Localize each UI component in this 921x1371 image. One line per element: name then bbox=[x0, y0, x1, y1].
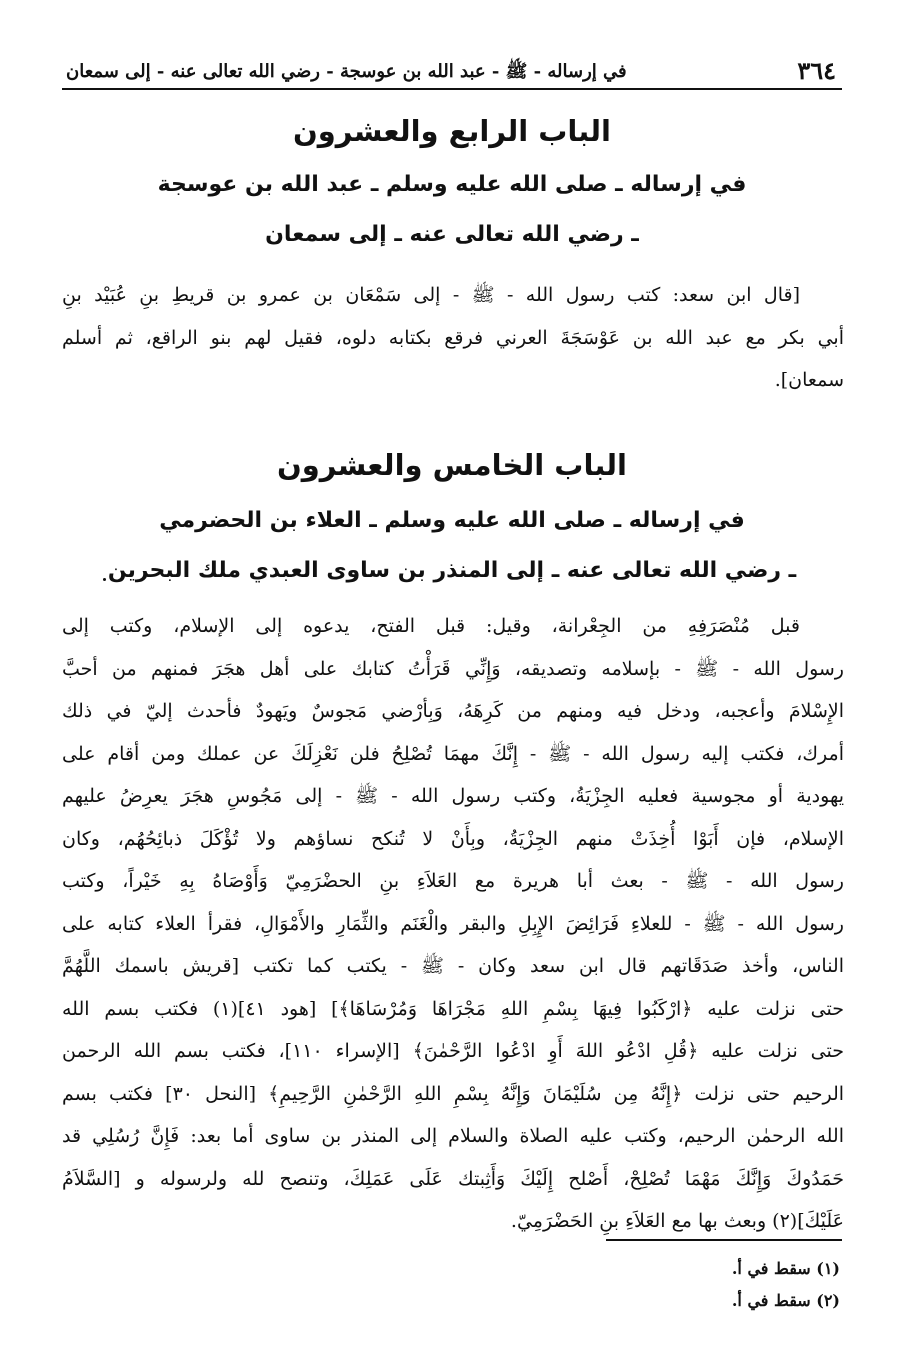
body-line: الإِسْلامَ وأعجبه، ودخل فيه ومنهم من كَرِهَهُ، وَبِأرْضي مَجوسٌ ويَهودٌ فأحدث إليّ في ذلك bbox=[62, 700, 844, 722]
chapter-24-subtitle-line-2: ـ رضي الله تعالى عنه ـ إلى سمعان bbox=[265, 222, 639, 247]
chapter-25-subtitle-line-1: في إرساله ـ صلى الله عليه وسلم ـ العلاء بن الحضرمي bbox=[159, 508, 745, 533]
footnote-2: (٢) سقط في أ. bbox=[731, 1291, 840, 1310]
body-line: الناس، وأخذ صَدَقَاتهم قال ابن سعد وكان - ﷺ - يكتب كما تكتب [قريش باسمك اللَّهُمَّ bbox=[62, 955, 844, 977]
body-line: سمعان]. bbox=[774, 369, 844, 391]
running-title: في إرساله - ﷺ - عبد الله بن عوسجة - رضي الله تعالى عنه - إلى سمعان bbox=[66, 61, 627, 82]
body-line: عَلَيْكَ](٢) وبعث بها مع العَلاَءِ بنِ الحَضْرَمِيّ. bbox=[510, 1210, 844, 1232]
body-line: أبي بكر مع عبد الله بن عَوْسَجَةَ العرني فرقع بكتابه دلوه، فقيل لهم بنو الراقع، ثم أسلم bbox=[62, 326, 844, 349]
page-header bbox=[62, 52, 842, 90]
body-line: الله الرحمٰن الرحيم، وكتب عليه الصلاة والسلام إلى المنذر بن ساوى أما بعد: فَإِنَّ رُسُلِي قد bbox=[62, 1125, 844, 1147]
body-line: رسول الله - ﷺ - بإسلامه وتصديقه، وَإِنِّي قَرَأْتُ كتابك على أهل هجَرَ فمنهم من أحبَّ bbox=[62, 657, 844, 680]
chapter-25-subtitle-line-2: ـ رضي الله تعالى عنه ـ إلى المنذر بن ساوى العبدي ملك البحرين bbox=[107, 558, 797, 583]
body-line: الرحيم حتى نزلت ﴿إِنَّهُ مِن سُلَيْمَانَ وَإِنَّهُ بِسْمِ اللهِ الرَّحْمٰنِ الرَّحِيمِ﴾ [النحل ٣٠] فكتب بسم bbox=[62, 1082, 844, 1105]
body-line: يهودية أو مجوسية فعليه الجِزْيَةُ، وكتب رسول الله - ﷺ - إلى مَجُوسِ هجَرَ يعرِضُ عليهم bbox=[62, 785, 844, 807]
chapter-24-title: الباب الرابع والعشرون bbox=[293, 114, 611, 148]
chapter-25-title: الباب الخامس والعشرون bbox=[276, 448, 627, 482]
body-line: رسول الله - ﷺ - للعلاءِ فَرَائِضَ الإِبِلِ والبقر والْغَنَم والثِّمَارِ والأَمْوَالِ، فقرأ العلاء كتابه على bbox=[62, 912, 844, 935]
stray-dot bbox=[103, 578, 106, 581]
footnote-divider bbox=[606, 1239, 842, 1241]
body-line: رسول الله - ﷺ - بعث أبا هريرة مع العَلاَءِ بنِ الحضْرَمِيّ وَأَوْصَاهُ بِهِ خَيْراً، وكتب bbox=[62, 870, 844, 892]
body-line: حتى نزلت عليه ﴿ارْكَبُوا فِيهَا بِسْمِ اللهِ مَجْرَاهَا وَمُرْسَاهَا﴾] [هود ٤١](١) فكتب بسم الله bbox=[62, 997, 844, 1020]
body-line: أمرك، فكتب إليه رسول الله - ﷺ - إِنَّكَ مهمَا تُصْلِحُ فلن نَعْزِلَكَ عن عملك ومن أقام على bbox=[62, 742, 844, 765]
chapter-25-body bbox=[62, 605, 844, 1243]
chapter-24-subtitle-line-1: في إرساله ـ صلى الله عليه وسلم ـ عبد الله بن عوسجة bbox=[157, 172, 747, 197]
page-number: ٣٦٤ bbox=[797, 56, 836, 85]
body-line: حَمَدُوكَ وَإِنَّكَ مَهْمَا تُصْلِحْ، أَصْلح إِلَيْكَ وَأَثِبتك عَلَى عَمَلِكَ، وتنصح لله ولرسوله و [السَّلاَمُ bbox=[62, 1167, 844, 1190]
chapter-24-body bbox=[62, 274, 844, 402]
body-line: حتى نزلت عليه ﴿قُلِ ادْعُو اللهَ أَوِ ادْعُوا الرَّحْمٰنَ﴾ [الإسراء ١١٠]، فكتب بسم الله الرحمن bbox=[62, 1040, 844, 1062]
body-line: قبل مُنْصَرَفِهِ من الجِعْرانة، وقيل: قبل الفتح، يدعوه إلى الإسلام، وكتب إلى bbox=[62, 615, 800, 637]
body-line: [قال ابن سعد: كتب رسول الله - ﷺ - إلى سَمْعَان بن عمرو بن قريطِ بنِ عُبَيْد بنِ bbox=[62, 284, 800, 306]
body-line: الإسلام، فإن أَبَوْا أُخِذَتْ منهم الجِزْيَةُ، وبِأَنْ لا تُنكح نساؤهم ولا تُؤْكَلَ ذبائِحُهُم، وكان bbox=[62, 827, 844, 850]
footnote-1: (١) سقط في أ. bbox=[731, 1259, 840, 1278]
